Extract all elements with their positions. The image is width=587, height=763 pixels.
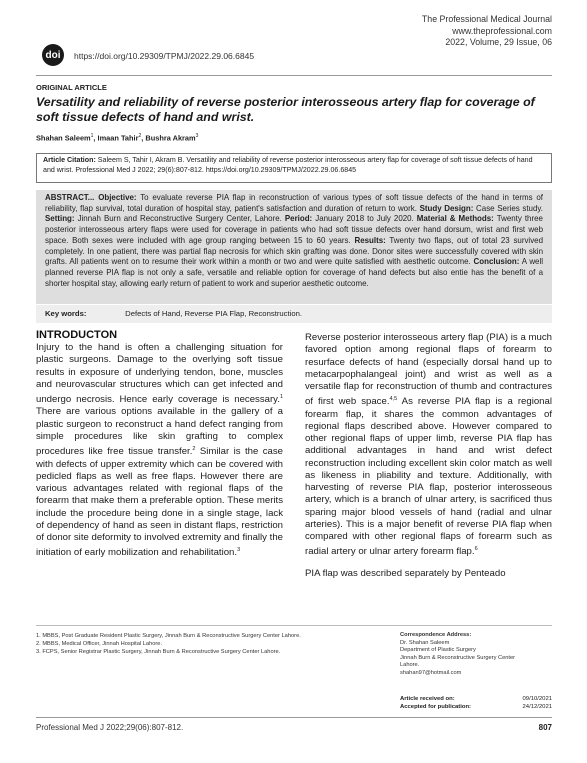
footnote-item: 3. FCPS, Senior Registrar Plastic Surgery, Jinnah Burn & Reconstructive Surgery Center Lahore. [36, 649, 281, 656]
keywords-label: Key words: [45, 309, 87, 318]
keywords-box [36, 305, 552, 323]
keywords-text: Defects of Hand, Reverse PIA Flap, Reconstruction. [125, 309, 303, 318]
page-number: 807 [538, 723, 552, 732]
abstract-text-methods: Twenty three posterior interosseous artery flaps were used for coverage in patients who had soft tissue defects over hand dorsum, wrist and first web space. Both sexes were included with age group ranging between 15 to 60 years. [45, 214, 543, 245]
footnote-item: 2. MBBS, Medical Officer, Jinnah Hospital Lahore. [36, 641, 163, 648]
correspondence-address [400, 632, 552, 678]
article-dates [400, 695, 552, 712]
doi-logo: doi [42, 44, 64, 66]
body-paragraph: PIA flap was described separately by Penteado [305, 567, 506, 579]
body-paragraph [305, 332, 552, 559]
abstract-label-design: Study Design: [419, 203, 474, 213]
correspondence-line: Department of Plastic Surgery [400, 647, 476, 654]
abstract-text-objective: To evaluate reverse PIA flap in reconstruction of various types of soft tissue defects of the hand in terms of reliability, flap survival, total duration of hospital stay, patient's satisfaction and duration of return to work. [45, 193, 543, 213]
abstract-text-conclusion: A well planned reverse PIA flap is not only a safe, versatile and reliable option for coverage of hand defects but also entie has the benefit of a shorter hospital stay, allowing early return of patient to work and superior aesthetic outcome. [45, 257, 543, 288]
body-text: Similar is the case with defects of upper extremity which can be covered with pedicled flaps as well as free flaps. However there are various advantages related with regional flaps of the forearm that make them a preferable option. These merits include the procedure being done in a single stage, lack of dependency of hand as seen in distant flaps, restriction of donor site deformity to involved extremity and finally the initiation of early mobilization and rehabilitation. [36, 446, 283, 559]
doi-link[interactable]: https://doi.org/10.29309/TPMJ/2022.29.06.6845 [74, 51, 255, 61]
affiliation-footnotes [36, 632, 396, 657]
body-paragraph [36, 342, 283, 560]
author-list: Shahan Saleem$^1$, Imaan Tahir$^2$, Bushra Akram$^3$ [36, 133, 199, 143]
body-column-right [305, 332, 552, 580]
abstract-text-design: Case Series study. [476, 203, 543, 213]
abstract-label-conclusion: Conclusion: [473, 257, 520, 267]
date-received-label: Article received on: [400, 696, 455, 702]
abstract-heading: ABSTRACT... [45, 193, 95, 202]
footnote-item: 1. MBBS, Post Graduate Resident Plastic Surgery, Jinnah Burn & Reconstructive Surgery Center Lahore. [36, 633, 301, 639]
correspondence-line: Jinnah Burn & Reconstructive Surgery Center [400, 654, 516, 661]
footer-citation: Professional Med J 2022;29(06):807-812. [36, 723, 184, 732]
abstract-label-period: Period: [284, 214, 313, 224]
correspondence-heading: Correspondence Address: [400, 632, 472, 638]
date-accepted-value: 24/12/2021 [522, 704, 552, 711]
journal-name: The Professional Medical Journal [421, 14, 552, 24]
abstract-label-objective: Objective: [98, 193, 137, 202]
volume-info: 2022, Volume, 29 Issue, 06 [445, 37, 552, 47]
correspondence-email[interactable]: shahan97@hotmail.com [400, 669, 462, 676]
abstract-box [36, 190, 552, 304]
journal-info [422, 14, 552, 49]
section-heading-introduction: INTRODUCTON [36, 329, 118, 341]
article-type: ORIGINAL ARTICLE [36, 83, 107, 92]
body-column-left [36, 329, 283, 560]
header-divider [36, 75, 552, 76]
correspondence-line: Lahore. [400, 662, 420, 669]
author-affiliation-mark: 3 [195, 133, 199, 139]
journal-website[interactable]: www.theprofessional.com [452, 25, 552, 36]
date-accepted-row [400, 703, 552, 711]
abstract-label-setting: Setting: [45, 214, 75, 224]
body-text: Injury to the hand is often a challenging situation for plastic surgeons. Damage to the overlying soft tissue results in exposure of underlying tendon, bone, muscles and neurovascular structures which can get infected and undergo necrosis. Hence early coverage is necessary. [36, 342, 283, 406]
author-affiliation-mark: 1 [90, 133, 94, 139]
author-name: Bushra Akram [145, 133, 196, 143]
abstract-text-setting: Jinnah Burn and Reconstructive Surgery Center, Lahore. [77, 214, 282, 224]
footer-divider [36, 717, 552, 718]
correspondence-line: Dr. Shahan Saleem [400, 639, 450, 646]
citation-label: Article Citation: [43, 156, 96, 164]
citation-ref: 6 [474, 546, 478, 553]
journal-header [36, 12, 552, 74]
date-received-row [400, 695, 552, 703]
abstract-text-period: January 2018 to July 2020. [315, 214, 414, 224]
body-text: Reverse posterior interosseous artery flap (PIA) is a much favored option among regional flaps of forearm to resurface defects of hand (especially dorsal hand up to metacarpophalangeal joint) and wrist as well as a versatile flap for reconstruction of thumb and contractures of first web space. [305, 332, 552, 408]
abstract-label-methods: Material & Methods: [416, 214, 494, 224]
date-received-value: 09/10/2021 [522, 696, 552, 702]
author-affiliation-mark: 2 [138, 133, 142, 139]
article-title: Versatility and reliability of reverse posterior interosseous artery flap for coverage of soft tissue defects of hand and wrist. [36, 95, 535, 124]
date-accepted-label: Accepted for publication: [400, 704, 472, 711]
citation-ref: 3 [237, 547, 241, 554]
author-name: Shahan Saleem [36, 133, 91, 143]
body-text: As reverse PIA flap is a regional forearm flap, it shares the common advantages of regional flaps described above. However compared to other regional flaps of upper limb, reverse PIA flap has additional advantages in hand and wrist defect reconstruction including excellent skin color match as well as likeness in pliability and texture. Additionally, with harvesting of reverse PIA flap, posterior interosseous artery, which is a branch of ulnar artery, is sacrificed thus sparing major blood vessels of hand (radial and ulnar arteries). This is a major benefit of reverse PIA flap when compared with other regional flaps of forearm such as radial artery or ulnar artery forearm flap. [305, 396, 552, 558]
citation-ref: 1 [279, 394, 283, 400]
citation-ref: 2 [192, 446, 196, 453]
author-name: Imaan Tahir [97, 133, 139, 143]
abstract-label-results: Results: [354, 235, 386, 245]
footnote-divider [36, 625, 552, 626]
abstract-text-results: Twenty two flaps, out of total 23 survived completely. In one patient, there was partial flap necrosis for which skin grafting was done. Donor sites were successfully covered with skin grafts. All patients went on to resume their work within a month or two and were quite satisfied with aesthetic outcome. [45, 235, 543, 267]
citation-text: Saleem S, Tahir I, Akram B. Versatility and reliability of reverse posterior interosseous artery flap for coverage of soft tissue defects of hand and wrist. Professional Med J 2022; 29(6):807-812. https://doi.org/10.29309/TPMJ/2022.29.06.6845 [43, 156, 533, 174]
citation-ref: 4,5 [389, 396, 398, 403]
citation-box [36, 153, 552, 183]
body-text: There are various options available in the gallery of a plastic surgeon to reconstruct a hand defect ranging from simple procedures like skin grafting to complex procedures like free tissue transfer. [36, 406, 283, 458]
